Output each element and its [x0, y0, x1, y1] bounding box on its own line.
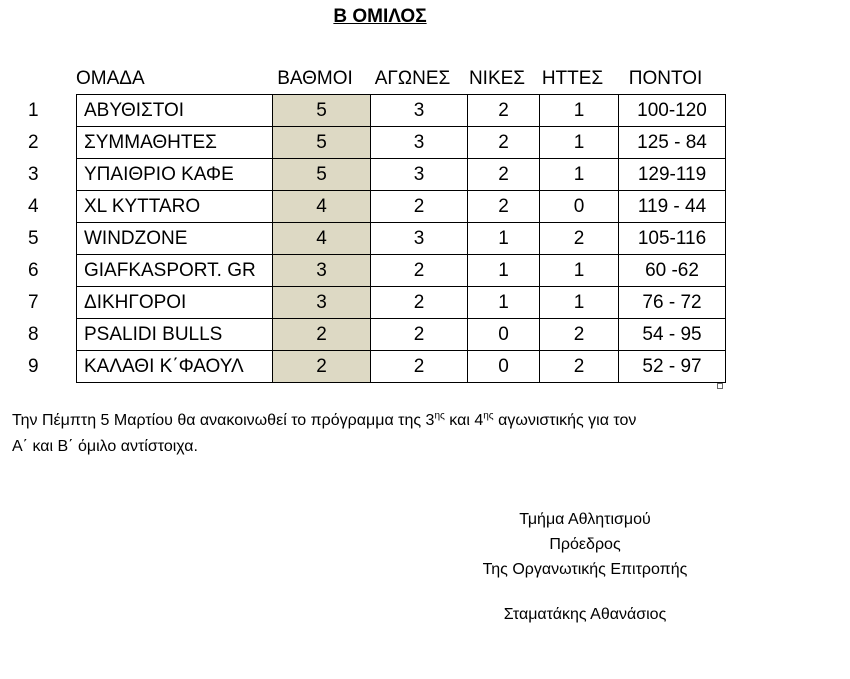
- cell-team[interactable]: WINDZONE: [77, 223, 273, 255]
- group-title: Β ΟΜΙΛΟΣ: [333, 6, 427, 27]
- cell-score[interactable]: 125 - 84: [619, 127, 726, 159]
- cell-points[interactable]: 4: [273, 223, 371, 255]
- header-points: ΒΑΘΜΟΙ: [277, 68, 353, 89]
- table-resize-handle[interactable]: [717, 383, 723, 389]
- cell-wins[interactable]: 2: [468, 127, 540, 159]
- cell-losses[interactable]: 1: [540, 159, 619, 191]
- note-text-line2: Α΄ και Β΄ όμιλο αντίστοιχα.: [12, 438, 198, 455]
- cell-wins[interactable]: 1: [468, 223, 540, 255]
- cell-losses[interactable]: 2: [540, 223, 619, 255]
- cell-games[interactable]: 2: [371, 255, 468, 287]
- cell-games[interactable]: 2: [371, 351, 468, 383]
- cell-wins[interactable]: 1: [468, 255, 540, 287]
- cell-losses[interactable]: 2: [540, 351, 619, 383]
- note-superscript-1: ης: [434, 410, 445, 422]
- cell-rank: 2: [28, 132, 39, 153]
- cell-rank: 8: [28, 324, 39, 345]
- cell-wins[interactable]: 0: [468, 351, 540, 383]
- cell-rank: 7: [28, 292, 39, 313]
- cell-team[interactable]: XL KYTTARO: [77, 191, 273, 223]
- cell-team[interactable]: ΚΑΛΑΘΙ Κ΄ΦΑΟΥΛ: [77, 351, 273, 383]
- header-games: ΑΓΩΝΕΣ: [374, 68, 451, 89]
- cell-team[interactable]: ΔΙΚΗΓΟΡΟΙ: [77, 287, 273, 319]
- table-row: [20, 159, 726, 191]
- cell-rank: 5: [28, 228, 39, 249]
- cell-team[interactable]: ΑΒΥΘΙΣΤΟΙ: [77, 95, 273, 127]
- cell-wins[interactable]: 2: [468, 159, 540, 191]
- cell-score[interactable]: 119 - 44: [619, 191, 726, 223]
- signature-spacer: [440, 582, 730, 602]
- announcement-note: [12, 408, 812, 460]
- cell-score[interactable]: 100-120: [619, 95, 726, 127]
- cell-points[interactable]: 5: [273, 95, 371, 127]
- cell-losses[interactable]: 1: [540, 255, 619, 287]
- table-row: [20, 127, 726, 159]
- table-row: [20, 191, 726, 223]
- signature-committee: Της Οργανωτικής Επιτροπής: [482, 561, 688, 578]
- cell-games[interactable]: 2: [371, 287, 468, 319]
- cell-wins[interactable]: 0: [468, 319, 540, 351]
- cell-score[interactable]: 54 - 95: [619, 319, 726, 351]
- table-row: [20, 287, 726, 319]
- cell-team[interactable]: PSALIDI BULLS: [77, 319, 273, 351]
- cell-games[interactable]: 2: [371, 191, 468, 223]
- cell-rank: 1: [28, 100, 39, 121]
- table-row: [20, 223, 726, 255]
- table-row: [20, 319, 726, 351]
- cell-games[interactable]: 3: [371, 159, 468, 191]
- cell-points[interactable]: 2: [273, 351, 371, 383]
- cell-team[interactable]: GIAFKASPORT. GR: [77, 255, 273, 287]
- note-text-part3: αγωνιστικής για τον: [493, 412, 637, 429]
- cell-points[interactable]: 4: [273, 191, 371, 223]
- cell-rank: 4: [28, 196, 39, 217]
- header-losses: ΗΤΤΕΣ: [541, 68, 604, 89]
- cell-games[interactable]: 3: [371, 95, 468, 127]
- table-row: [20, 255, 726, 287]
- signature-department: Τμήμα Αθλητισμού: [519, 511, 651, 528]
- cell-rank: 3: [28, 164, 39, 185]
- standings-body: [20, 95, 726, 383]
- note-text-part2: και 4: [444, 412, 484, 429]
- header-team: ΟΜΑΔΑ: [76, 68, 145, 89]
- signature-name: Σταματάκης Αθανάσιος: [503, 606, 667, 623]
- cell-points[interactable]: 5: [273, 159, 371, 191]
- note-superscript-2: ης: [483, 410, 494, 422]
- cell-score[interactable]: 129-119: [619, 159, 726, 191]
- signature-block: [440, 507, 730, 627]
- cell-rank: 6: [28, 260, 39, 281]
- cell-points[interactable]: 5: [273, 127, 371, 159]
- cell-points[interactable]: 2: [273, 319, 371, 351]
- cell-score[interactable]: 52 - 97: [619, 351, 726, 383]
- table-row: [20, 351, 726, 383]
- standings-table[interactable]: [20, 94, 726, 383]
- cell-wins[interactable]: 2: [468, 95, 540, 127]
- cell-points[interactable]: 3: [273, 287, 371, 319]
- cell-team[interactable]: ΥΠΑΙΘΡΙΟ ΚΑΦΕ: [77, 159, 273, 191]
- signature-role: Πρόεδρος: [549, 536, 621, 553]
- cell-games[interactable]: 2: [371, 319, 468, 351]
- cell-games[interactable]: 3: [371, 223, 468, 255]
- cell-wins[interactable]: 2: [468, 191, 540, 223]
- cell-wins[interactable]: 1: [468, 287, 540, 319]
- cell-points[interactable]: 3: [273, 255, 371, 287]
- note-text-part1: Την Πέμπτη 5 Μαρτίου θα ανακοινωθεί το πρόγραμμα της 3: [12, 412, 435, 429]
- cell-losses[interactable]: 2: [540, 319, 619, 351]
- header-wins: ΝΙΚΕΣ: [468, 68, 526, 89]
- table-row: [20, 95, 726, 127]
- cell-team[interactable]: ΣΥΜΜΑΘΗΤΕΣ: [77, 127, 273, 159]
- header-score: ΠΟΝΤΟΙ: [628, 68, 703, 89]
- cell-score[interactable]: 76 - 72: [619, 287, 726, 319]
- cell-score[interactable]: 60 -62: [619, 255, 726, 287]
- cell-losses[interactable]: 1: [540, 287, 619, 319]
- cell-losses[interactable]: 0: [540, 191, 619, 223]
- cell-rank: 9: [28, 356, 39, 377]
- cell-games[interactable]: 3: [371, 127, 468, 159]
- cell-losses[interactable]: 1: [540, 127, 619, 159]
- cell-score[interactable]: 105-116: [619, 223, 726, 255]
- cell-losses[interactable]: 1: [540, 95, 619, 127]
